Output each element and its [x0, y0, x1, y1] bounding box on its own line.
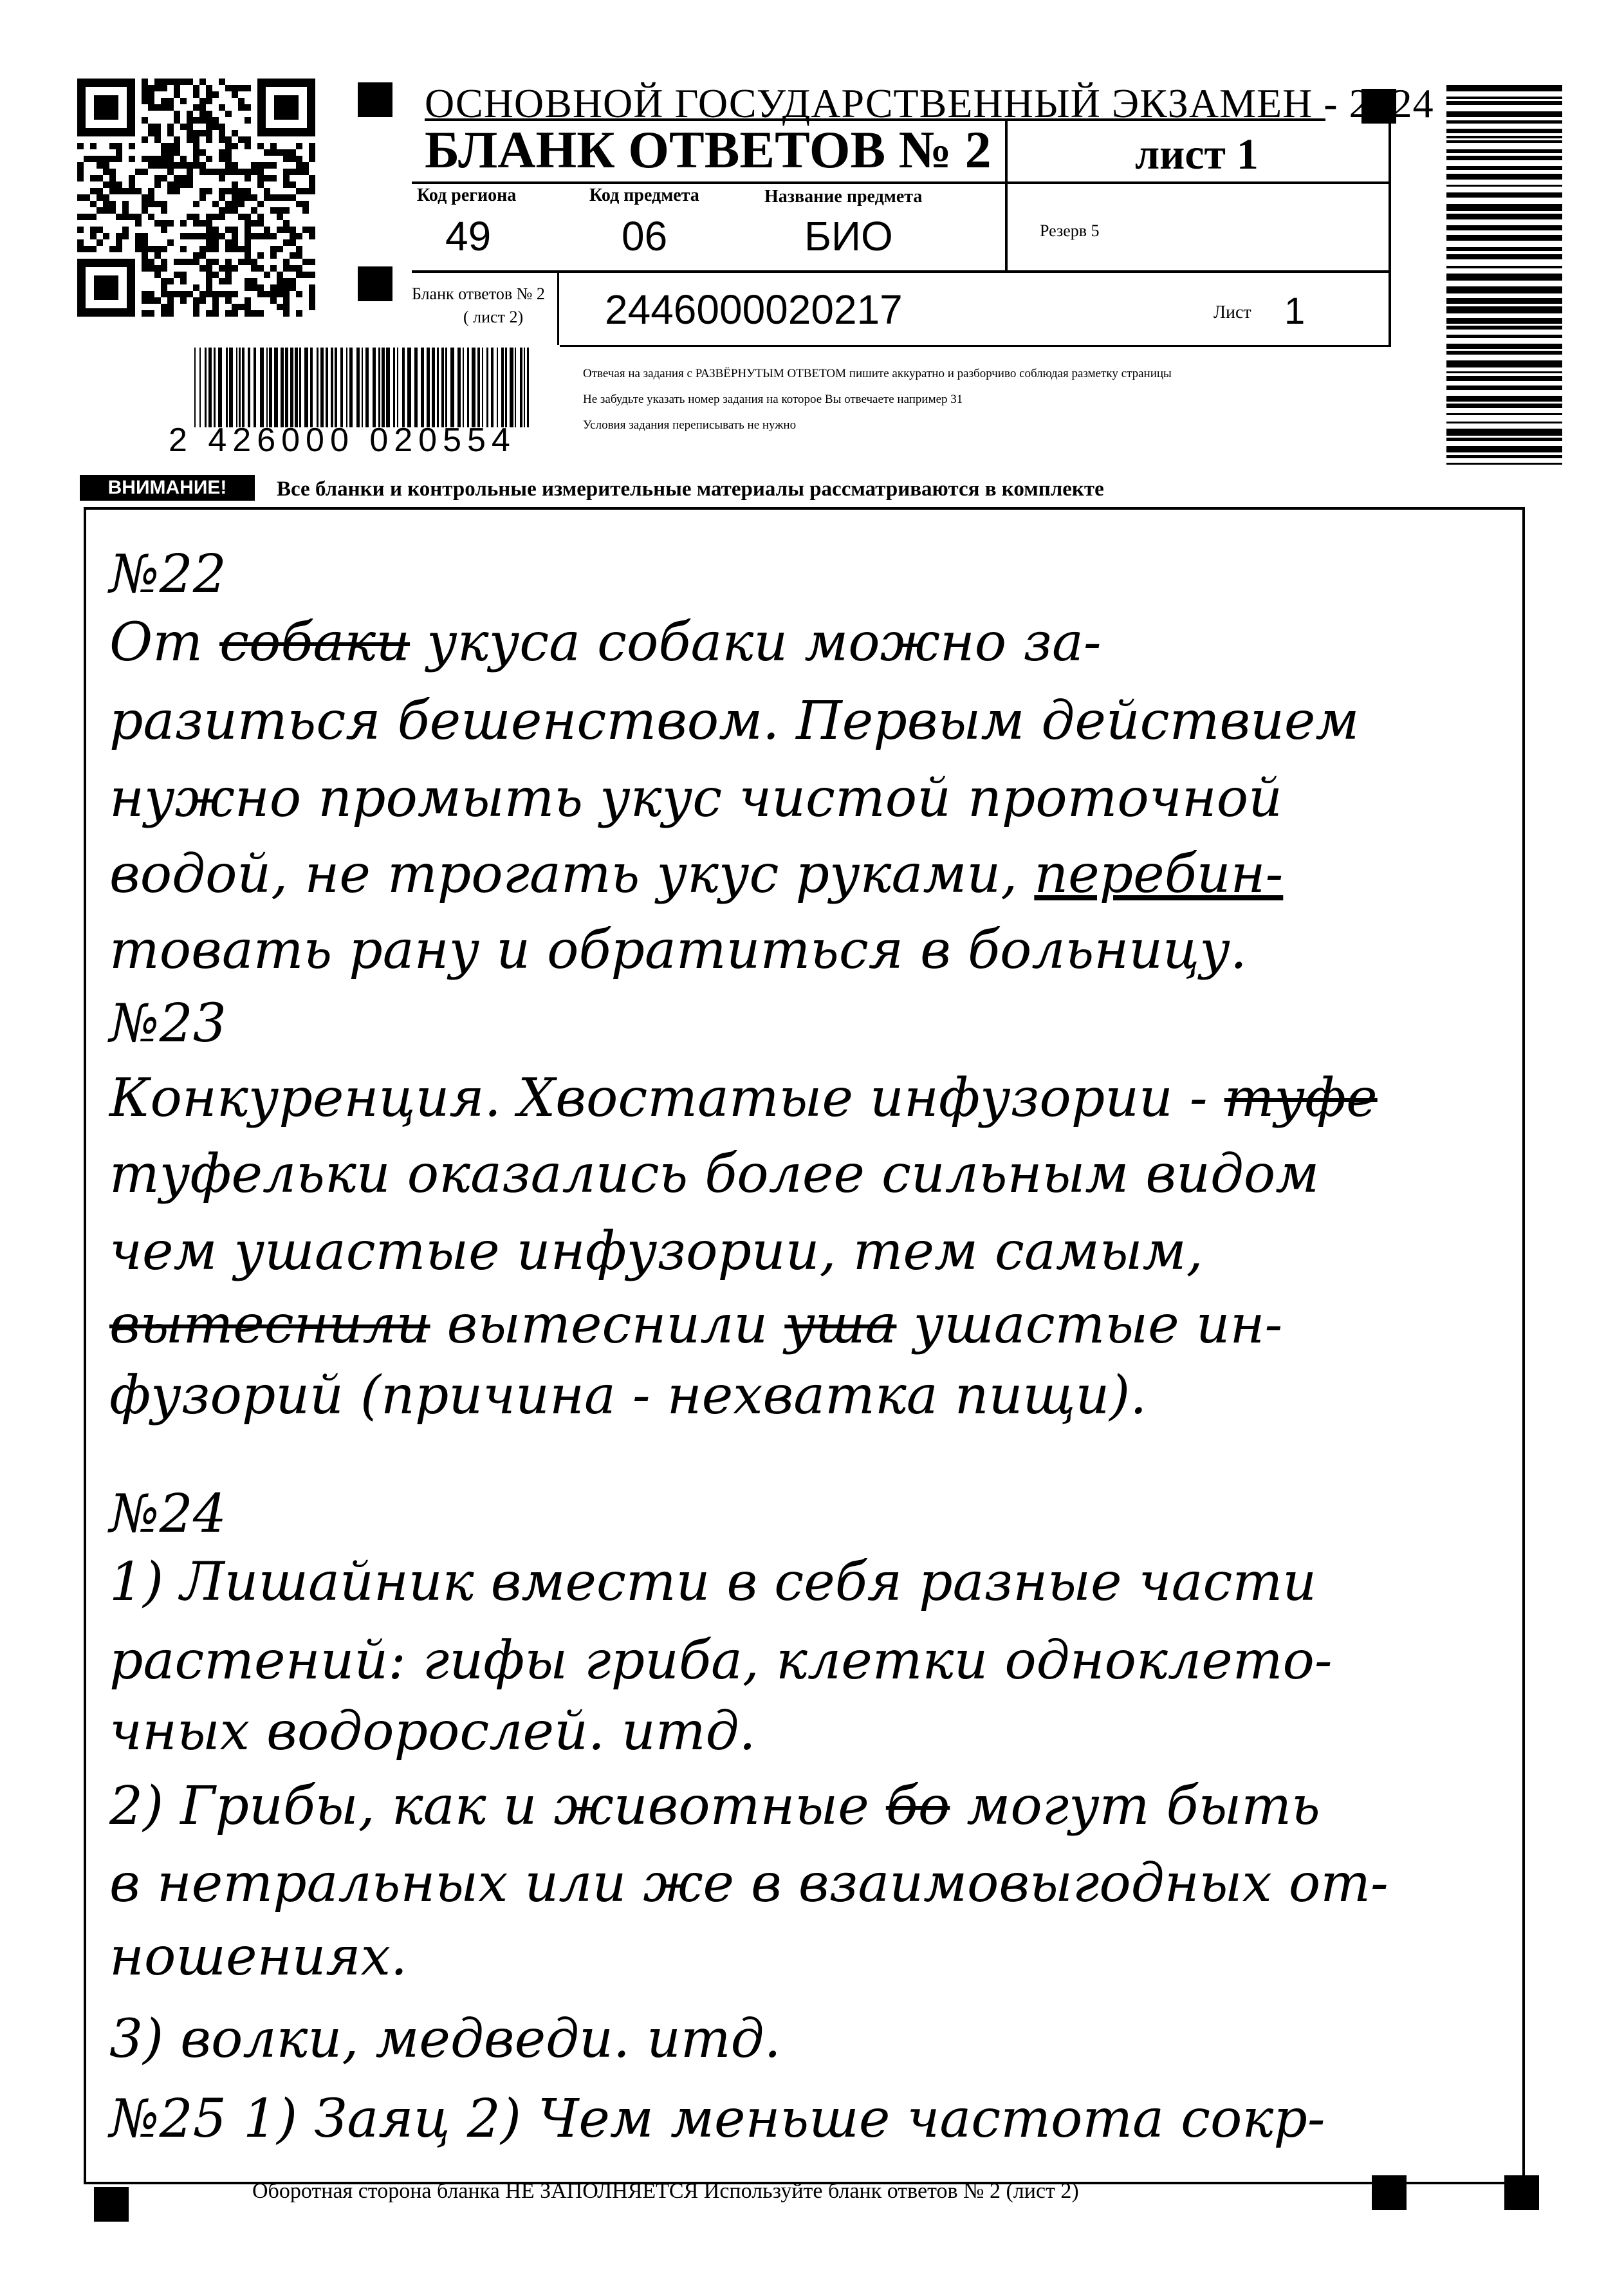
answer-text: перебин- — [1034, 844, 1284, 905]
answer-line: нужно промыть укус чистой проточной — [109, 768, 1282, 829]
region-code-value: 49 — [445, 213, 492, 259]
sheet-box-edge — [557, 273, 559, 345]
answer-line — [109, 1776, 1320, 1837]
struck-text: уша — [784, 1294, 897, 1355]
subject-name-value: БИО — [804, 213, 893, 259]
struck-text: бо — [885, 1776, 950, 1837]
barcode-digits: 2 426000 020554 — [169, 422, 516, 459]
answer-line: №23 — [109, 993, 226, 1054]
header-bottom-rule — [560, 345, 1391, 347]
answer-text: укуса собаки можно за- — [427, 612, 1102, 673]
answer-text: могут быть — [966, 1776, 1320, 1837]
sheet-label: лист 1 — [1135, 129, 1259, 178]
reserve-label: Резерв 5 — [1040, 221, 1100, 240]
answer-line: растений: гифы гриба, клетки одноклето- — [109, 1630, 1333, 1691]
subject-name-label: Название предмета — [764, 187, 923, 207]
instruction-line: Не забудьте указать номер задания на которое Вы отвечаете например 31 — [583, 393, 963, 406]
form-sheet-number: 2446000020217 — [605, 286, 903, 333]
answer-text: водой, не трогать укус руками, — [109, 844, 1018, 905]
answer-line — [109, 1068, 1378, 1129]
footer-note: Оборотная сторона бланка НЕ ЗАПОЛНЯЕТСЯ Используйте бланк ответов № 2 (лист 2) — [252, 2179, 1079, 2203]
answer-line: чем ушастые инфузории, тем самым, — [109, 1221, 1203, 1282]
region-code-label: Код региона — [417, 185, 517, 205]
answer-line: товать рану и обратиться в больницу. — [109, 920, 1247, 981]
answer-line — [109, 612, 1102, 673]
attention-text: Все бланки и контрольные измерительные материалы рассматриваются в комплекте — [277, 478, 1104, 501]
list-value: 1 — [1284, 290, 1306, 332]
attention-badge: ВНИМАНИЕ! — [80, 475, 255, 501]
answer-line — [109, 844, 1284, 905]
registration-marker — [94, 2187, 129, 2222]
answer-line: в нетральных или же в взаимовыгодных от- — [109, 1853, 1389, 1914]
answer-text: Конкуренция. Хвостатые инфузории - — [109, 1068, 1208, 1129]
qr-code — [77, 79, 315, 317]
struck-text: вытеснили — [109, 1294, 430, 1355]
header-right-edge — [1389, 120, 1391, 345]
answer-line: фузорий (причина - нехватка пищи). — [109, 1365, 1147, 1426]
answer-line: 1) Лишайник вмести в себя разные части — [109, 1552, 1317, 1613]
answer-line — [109, 1294, 1283, 1355]
answer-line: №25 1) Заяц 2) Чем меньше частота сокр- — [109, 2088, 1325, 2150]
subject-code-label: Код предмета — [589, 185, 699, 205]
answer-text: 2) Грибы, как и животные — [109, 1776, 869, 1837]
registration-marker — [358, 82, 392, 117]
instruction-line: Отвечая на задания с РАЗВЁРНУТЫМ ОТВЕТОМ пишите аккуратно и разборчиво соблюдая разметку страницы — [583, 367, 1172, 380]
header-mid-rule — [412, 181, 1391, 184]
form-sheet-label: Бланк ответов № 2 — [412, 284, 545, 303]
form-sheet-sublabel: ( лист 2) — [463, 308, 524, 326]
exam-title: ОСНОВНОЙ ГОСУДАРСТВЕННЫЙ ЭКЗАМЕН - 2024 — [425, 80, 1434, 126]
answer-line: №22 — [109, 544, 226, 605]
answer-text: ушастые ин- — [913, 1294, 1283, 1355]
vertical-barcode — [1446, 85, 1562, 465]
answer-line: №24 — [109, 1483, 226, 1545]
answer-text: От — [109, 612, 203, 673]
answer-line: туфельки оказались более сильным видом — [109, 1144, 1320, 1205]
registration-marker — [358, 266, 392, 301]
linear-barcode — [194, 348, 529, 427]
struck-text: собаки — [219, 612, 411, 673]
header-divider — [1005, 120, 1008, 273]
subject-code-value: 06 — [622, 213, 668, 259]
answer-line: разиться бешенством. Первым действием — [109, 691, 1360, 752]
list-label: Лист — [1213, 302, 1251, 322]
answer-line: ношениях. — [109, 1926, 408, 1987]
answer-line: 3) волки, медведи. итд. — [109, 2009, 781, 2070]
instruction-line: Условия задания переписывать не нужно — [583, 418, 797, 432]
form-title: БЛАНК ОТВЕТОВ № 2 — [425, 120, 992, 179]
answer-text: вытеснили — [447, 1294, 768, 1355]
answer-line: чных водорослей. итд. — [109, 1701, 756, 1762]
struck-text: туфе — [1224, 1068, 1378, 1129]
